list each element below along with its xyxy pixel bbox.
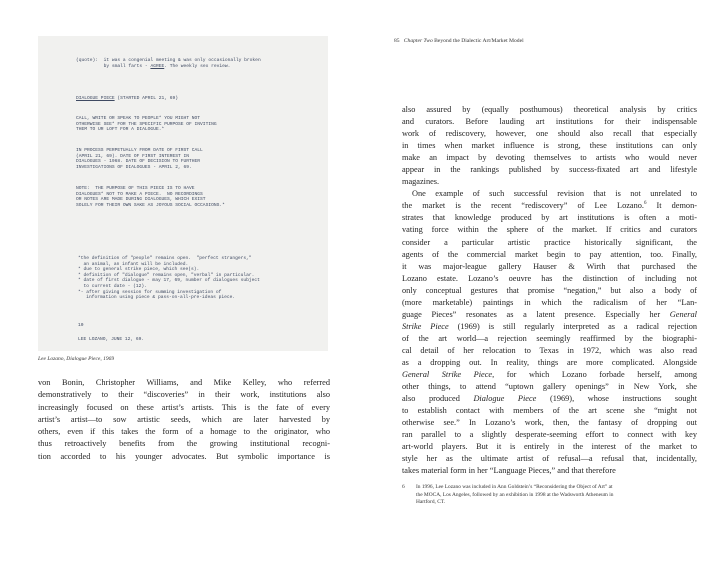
typescript-para-1: CALL, WRITE OR SPEAK TO PEOPLE* YOU MIGHT NOT OTHERWISE SEE* FOR THE SPECIFIC PURPOSE OF INVITING THEM TO UR LOFT FOR A DIALOGUE.* — [76, 116, 217, 133]
text-line: strates that knowledge produced by art institutions is often a moti- — [402, 213, 697, 223]
text-line: in times when market influence is strong, these institutions can only — [402, 141, 697, 151]
text-line: vating force within the sphere of the market. If critics and curators — [402, 225, 697, 235]
text-line: agents of the commercial market begin to pay attention, too. Finally, — [402, 249, 697, 259]
text-line: tion accorded to his younger advocates. But symbolic importance is — [38, 451, 330, 461]
text-line: guage Pieces” resonates as a latent presence. Especially her General — [402, 309, 697, 319]
text-line: make an impact by devoting themselves to artists who would never — [402, 153, 697, 163]
text-line: consider a particular artistic practice historically significant, the — [402, 237, 697, 247]
footnote — [402, 484, 697, 507]
typescript-page-number: 10 — [78, 323, 84, 328]
text-line: ran parallel to a slightly desperate-seeming effort to connect with key — [402, 430, 697, 440]
footnote-number: 6 — [402, 484, 405, 490]
text-line: appear in the rankings published by success-fixated art and lifestyle — [402, 165, 697, 175]
dialogue-piece-typescript-image — [38, 36, 328, 351]
text-line: demonstratively to their “discoveries” in their work, institutions also — [38, 390, 330, 400]
text-line: cal detail of her relocation to Texas in 1972, which was also read — [402, 345, 697, 355]
text-line: increasingly focused on these artist’s artists. This is the fate of every — [38, 402, 330, 412]
typescript-heading: DIALOGUE PIECE (STARTED APRIL 21, 69) — [76, 96, 179, 101]
text-line: art-world players. But it is entirely in the interest of the market to — [402, 442, 697, 452]
text-line: One example of such successful revision that is not unrelated to — [412, 189, 697, 199]
text-line: of the art world—a rejection seemingly reaffirmed by the biographi- — [402, 333, 697, 343]
text-line: only conceptual gestures that promise “negation,” but also a body of — [402, 285, 697, 295]
text-line: magazines. — [402, 177, 440, 187]
chapter-title: Beyond the Dialectic Art/Market Model — [432, 38, 524, 44]
text-line: (more marketable) paintings in which the radicalism of her “Lan- — [402, 297, 697, 307]
text-line: thus retroactively benefits from the growing institutional recogni- — [38, 439, 330, 449]
running-head — [394, 38, 524, 44]
typescript-top-note: (quote): it was a congenial meeting & was only occasionally broken by small farts - AGREE. The weekly sex review. — [76, 58, 261, 69]
text-line: artist’s artist—to sow artistic seeds, which are later harvested by — [38, 414, 330, 424]
text-line: takes material form in her “Language Pieces,” and that therefore — [402, 466, 616, 476]
typescript-signature: LEE LOZANO, JUNE 12, 69. — [78, 337, 145, 342]
text-line: General Strike Piece, for which Lozano forbade herself, among — [402, 370, 697, 380]
text-line: other things, to attend “uptown gallery openings” in New York, she — [402, 382, 697, 392]
text-line: style her as the ultimate artist of refusal—a refusal that, incidentally, — [402, 454, 697, 464]
typescript-notes: *the definition of "people" remains open. "perfect strangers," an animal, an infant will be included. * due to general strike piece, which see(s). * definition of "dialogue" remains open, "verbal" in particular. * date of first dialogue - may 17, 69, number of dialogues subject to current date - (12). *- after giving session for summing investigation of information using piece & pass-on-all-pre-ideas piece. — [78, 256, 260, 301]
footnote-text: In 1996, Lee Lozano was included in Ann Goldstein’s “Reconsidering the Object of Art” at the MOCA, Los Angeles, followed by an exhibition in 1998 at the Wadsworth Atheneum in Hartford, CT. — [416, 484, 614, 506]
right-page — [364, 0, 728, 564]
text-line: the market is the recent “rediscovery” of Lee Lozano.$^6$ It demon- — [402, 201, 697, 211]
text-line: it was major-league gallery Hauser & Wirth that purchased the — [402, 261, 697, 271]
text-line: otherwise see.” In Lozano’s work, then, the fantasy of dropping out — [402, 418, 697, 428]
text-line: also produced Dialogue Piece (1969), whose instructions sought — [402, 394, 697, 404]
text-line: as a dropping out. In reality, things are more complicated. Alongside — [402, 357, 697, 367]
text-line: and curators. Before lauding art institutions for their indispensable — [402, 117, 697, 127]
typescript-para-3: NOTE: THE PURPOSE OF THIS PIECE IS TO HAVE DIALOGUES* NOT TO MAKE A PIECE. NO RECORDINGS OR NOTES ARE MADE DURING DIALOGUES, WHICH EXIST SOLELY FOR THEIR OWN SAKE AS JOYOUS SOCIAL OCCASIONS.* — [76, 186, 225, 208]
text-line: von Bonin, Christopher Williams, and Mike Kelley, who referred — [38, 378, 330, 387]
figure-caption: Lee Lozano, Dialogue Piece, 1969 — [38, 356, 115, 362]
text-line: Lozano estate. Lozano’s oeuvre has the distinction of including not — [402, 273, 697, 283]
right-body-text — [402, 104, 697, 477]
typescript-para-2: IN PROCESS PERPETUALLY FROM DATE OF FIRST CALL (APRIL 21, 69). DATE OF FIRST INTEREST IN DIALOGUES - 1968. DATE OF DECISION TO FURTHER INVESTIGATIONS OF DIALOGUES - APRIL 2, 69. — [76, 148, 203, 170]
text-line: others, even if this takes the form of a homage to the originator, who — [38, 427, 330, 437]
text-line: Strike Piece (1969) is still regularly interpreted as a radical rejection — [402, 321, 697, 331]
page-number: 85 — [394, 38, 400, 44]
chapter-label: Chapter Two — [403, 38, 433, 44]
text-line: to establish contact with members of the art scene she “might not — [402, 406, 697, 416]
text-line: also assured by (equally posthumous) theoretical analysis by critics — [402, 105, 697, 114]
text-line: work of rediscovery, however, one should also recall that especially — [402, 129, 697, 139]
left-body-text — [38, 377, 330, 463]
